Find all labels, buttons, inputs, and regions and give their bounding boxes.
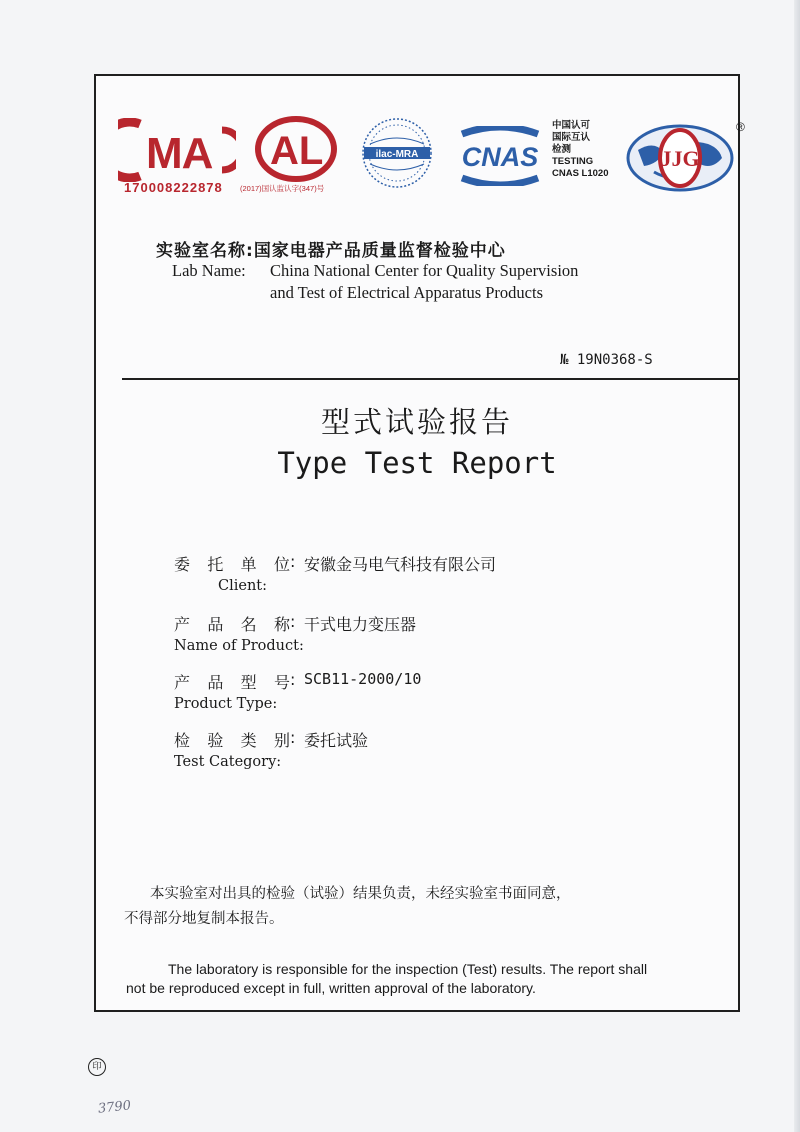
lab-name-en-label: Lab Name:	[172, 261, 246, 280]
notice-cn	[124, 882, 724, 932]
cnas-side-line-5: CNAS L1020	[552, 168, 609, 179]
lab-name-en-line-1: China National Center for Quality Supervision	[270, 261, 579, 280]
cnas-logo-text: CNAS	[461, 142, 539, 172]
field-client: 委托单位 : 安徽金马电气科技有限公司 Client:	[174, 552, 497, 594]
cal-logo-text: AL	[270, 129, 324, 173]
lab-name-cn-label: 实验室名称:	[156, 241, 254, 261]
report-title-en: Type Test Report	[277, 446, 557, 480]
field-test-category: 检验类别 : 委托试验 Test Category:	[174, 728, 369, 770]
field-client-label-en: Client:	[218, 578, 268, 594]
notice-en-line-1: The laboratory is responsible for the inspection (Test) results. The report shall	[168, 961, 648, 977]
field-product-type: 产品型号 : SCB11-2000/10 Product Type:	[174, 670, 422, 712]
ilac-mra-text: ilac-MRA	[375, 149, 419, 160]
notice-cn-line-2: 不得部分地复制本报告。	[124, 911, 284, 927]
field-product-type-label-en: Product Type:	[174, 696, 278, 712]
field-product-type-label-cn: 产品型号	[174, 673, 290, 692]
scan-edge	[794, 0, 800, 1132]
field-test-category-label-en: Test Category:	[174, 754, 282, 770]
cnas-accreditation-text	[552, 120, 609, 180]
field-client-value: 安徽金马电气科技有限公司	[304, 555, 497, 574]
ilac-mra-logo-icon	[358, 114, 436, 192]
handwritten-note: 3790	[97, 1098, 132, 1117]
notice-cn-line-1: 本实验室对出具的检验（试验）结果负责，未经实验室书面同意，	[150, 886, 571, 902]
globe-logo-text: JJG	[660, 146, 700, 171]
registered-mark: ®	[736, 120, 745, 134]
field-product-name-value: 干式电力变压器	[304, 615, 417, 634]
print-mark-icon: 印	[88, 1058, 106, 1076]
cma-logo-icon	[118, 118, 236, 182]
cnas-side-line-3: 检测	[552, 144, 572, 155]
cal-logo-icon	[254, 116, 338, 182]
cma-code: 170008222878	[124, 180, 223, 195]
lab-name-cn	[156, 236, 506, 261]
cma-logo-text: MA	[146, 129, 213, 178]
cnas-side-line-1: 中国认可	[552, 120, 591, 131]
header-divider	[122, 378, 740, 380]
notice-en	[126, 960, 736, 998]
report-cover	[94, 74, 745, 1012]
field-product-name: 产品名称 : 干式电力变压器 Name of Product:	[174, 612, 417, 654]
cma-license-number: (2017)国认监认字(347)号	[240, 184, 325, 193]
field-product-name-label-en: Name of Product:	[174, 638, 304, 654]
report-title-cn: 型式试验报告	[320, 405, 513, 439]
lab-name-en	[172, 260, 578, 304]
lab-name-cn-value: 国家电器产品质量监督检验中心	[253, 241, 506, 261]
notice-en-line-2: not be reproduced except in full, written approval of the laboratory.	[126, 980, 536, 996]
field-test-category-label-cn: 检验类别	[174, 731, 290, 750]
field-client-label-cn: 委托单位	[174, 555, 290, 574]
cnas-logo-icon	[452, 126, 548, 186]
report-number: № 19N0368-S	[560, 352, 653, 368]
lab-name-en-line-2: and Test of Electrical Apparatus Products	[270, 283, 544, 302]
cnas-side-line-4: TESTING	[552, 156, 594, 167]
field-product-type-value: SCB11-2000/10	[304, 670, 422, 688]
field-test-category-value: 委托试验	[304, 731, 369, 750]
accreditation-logos	[96, 76, 745, 226]
cnas-side-line-2: 国际互认	[552, 132, 591, 143]
field-product-name-label-cn: 产品名称	[174, 615, 290, 634]
globe-logo-icon	[624, 120, 736, 192]
